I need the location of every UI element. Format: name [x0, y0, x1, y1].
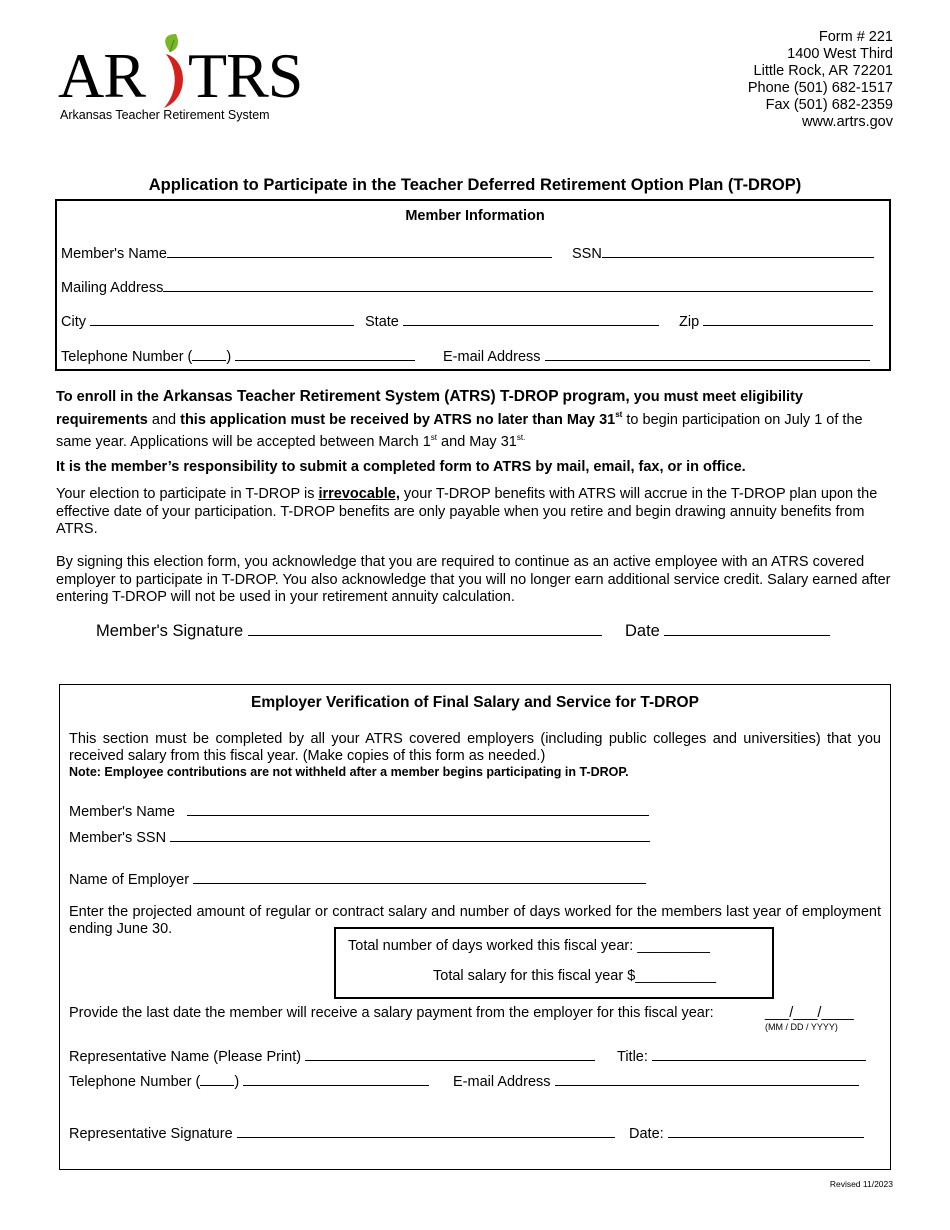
emp-email-field[interactable] — [555, 1071, 859, 1086]
state-field[interactable] — [403, 311, 659, 326]
mailing-label: Mailing Address — [61, 280, 164, 296]
website[interactable]: www.artrs.gov — [801, 114, 893, 130]
phone: Phone (501) 682-1517 — [747, 80, 893, 96]
member-date-row — [625, 621, 830, 641]
phone-field[interactable] — [235, 346, 415, 361]
emp-email-row — [453, 1071, 859, 1090]
election-before: Your election to participate in T-DROP is — [56, 486, 319, 502]
member-date-field[interactable] — [664, 621, 830, 636]
member-name-label: Member's Name — [61, 246, 167, 262]
rep-signature-label: Representative Signature — [69, 1126, 233, 1142]
rep-name-row — [69, 1046, 595, 1065]
logo — [58, 30, 303, 125]
enroll-sup-3: st. — [516, 432, 526, 442]
last-date-field[interactable]: ___/___/____ — [765, 1005, 854, 1021]
enroll-sup-1: st — [615, 410, 623, 420]
election-after: your T-DROP benefits with ATRS will accrue in the T-DROP plan upon the effective date of your participation. T-DROP benefits are only payable when you retire and begin drawing annuity benefits from ATRS. — [56, 486, 878, 537]
salary-label[interactable]: Total salary for this fiscal year $__________ — [433, 968, 716, 984]
ssn-row — [572, 243, 874, 262]
zip-field[interactable] — [703, 311, 873, 326]
phone-label: Telephone Number ( — [61, 349, 193, 365]
member-signature-row — [96, 621, 602, 641]
mailing-field[interactable] — [163, 277, 873, 292]
zip-label: Zip — [679, 314, 700, 330]
city-field[interactable] — [90, 311, 354, 326]
ssn-label: SSN — [572, 246, 602, 262]
logo-subtitle: Arkansas Teacher Retirement System — [60, 108, 270, 122]
emp-member-name-field[interactable] — [187, 801, 649, 816]
days-worked-label[interactable]: Total number of days worked this fiscal year: _________ — [348, 938, 710, 954]
last-date-label: Provide the last date the member will receive a salary payment from the employer for this fiscal year: — [69, 1005, 714, 1021]
rep-signature-row — [69, 1123, 615, 1142]
enroll-text-3: you must meet eligibility requirements — [56, 389, 803, 428]
emp-phone-label: Telephone Number ( — [69, 1074, 201, 1090]
revised-note: Revised 11/2023 — [829, 1179, 893, 1189]
election-paragraph — [56, 486, 896, 539]
email-label: E-mail Address — [443, 349, 541, 365]
fax: Fax (501) 682-2359 — [765, 97, 893, 113]
street: 1400 West Third — [787, 46, 893, 62]
emp-email-label: E-mail Address — [453, 1074, 551, 1090]
rep-title-label: Title: — [617, 1049, 648, 1065]
employer-note: Note: Employee contributions are not withheld after a member begins participating in T-DROP. — [69, 765, 629, 779]
enroll-text-2: Arkansas Teacher Retirement System (ATRS) T-DROP program, — [162, 388, 630, 405]
state-row — [365, 311, 659, 330]
form-number: Form # 221 — [818, 29, 893, 45]
emp-phone-row — [69, 1071, 429, 1090]
phone-close: ) — [226, 349, 232, 365]
enroll-text-6: to begin participation on July 1 of the same year. Applications will be accepted between March 1 — [56, 411, 863, 450]
enroll-sup-2: st — [430, 432, 438, 442]
rep-title-field[interactable] — [652, 1046, 866, 1061]
rep-date-field[interactable] — [668, 1123, 864, 1138]
email-field[interactable] — [545, 346, 870, 361]
emp-employer-name-field[interactable] — [193, 869, 646, 884]
emp-member-ssn-label: Member's SSN — [69, 830, 167, 846]
logo-text-trs: TRS — [188, 40, 303, 111]
rep-title-row — [617, 1046, 866, 1065]
rep-name-field[interactable] — [305, 1046, 595, 1061]
phone-row — [61, 346, 415, 365]
emp-phone-field[interactable] — [243, 1071, 429, 1086]
member-name-field[interactable] — [167, 243, 552, 258]
election-irrevocable: irrevocable, — [318, 486, 400, 502]
date-format-hint: (MM / DD / YYYY) — [765, 1022, 838, 1032]
member-info-heading: Member Information — [405, 208, 545, 224]
emp-member-name-row — [69, 801, 649, 820]
emp-member-ssn-row — [69, 827, 650, 846]
acknowledge-paragraph: By signing this election form, you acknowledge that you are required to continue as an active employee with an ATRS covered employer to participate in T-DROP. You also acknowledge that you will no longer earn additional service credit. Salary earned after entering T-DROP will not be used in your retirement annuity calculation. — [56, 554, 891, 605]
emp-member-name-label: Member's Name — [69, 804, 175, 820]
city-label: City — [61, 314, 86, 330]
enroll-text-1: To enroll in the — [56, 389, 163, 405]
rep-name-label: Representative Name (Please Print) — [69, 1049, 302, 1065]
enroll-paragraph — [56, 388, 896, 451]
projected-text: Enter the projected amount of regular or contract salary and number of days worked for the members last year of employment ending June 30. — [69, 904, 881, 937]
zip-row — [679, 311, 873, 330]
member-date-label: Date — [625, 622, 660, 640]
emp-phone-close: ) — [234, 1074, 240, 1090]
employer-intro: This section must be completed by all your ATRS covered employers (including public colleges and universities) that you received salary from this fiscal year. (Make copies of this form as needed.) — [69, 731, 881, 764]
area-code-field[interactable] — [192, 346, 226, 361]
logo-text-ar: AR — [58, 40, 145, 111]
rep-signature-field[interactable] — [237, 1123, 615, 1138]
emp-area-code-field[interactable] — [200, 1071, 234, 1086]
emp-member-ssn-field[interactable] — [170, 827, 650, 842]
member-signature-label: Member's Signature — [96, 622, 244, 640]
enroll-text-5: this application must be received by ATRS no later than May 31 — [180, 411, 616, 428]
email-row — [443, 346, 870, 365]
state-label: State — [365, 314, 399, 330]
enroll-text-4: and — [147, 411, 181, 428]
enroll-text-7: and May 31 — [437, 433, 517, 450]
employer-heading: Employer Verification of Final Salary and Service for T-DROP — [251, 694, 699, 711]
member-signature-field[interactable] — [248, 621, 602, 636]
city: Little Rock, AR 72201 — [753, 63, 893, 79]
page-title: Application to Participate in the Teacher Deferred Retirement Option Plan (T-DROP) — [148, 176, 802, 194]
emp-employer-name-label: Name of Employer — [69, 872, 190, 888]
city-row — [61, 311, 354, 330]
responsibility-text: It is the member’s responsibility to submit a completed form to ATRS by mail, email, fax, or in office. — [56, 459, 746, 475]
emp-employer-name-row — [69, 869, 646, 888]
ssn-field[interactable] — [602, 243, 874, 258]
rep-date-row — [629, 1123, 864, 1142]
mailing-row — [61, 277, 873, 296]
member-name-row — [61, 243, 552, 262]
address-block — [748, 29, 893, 131]
rep-date-label: Date: — [629, 1126, 664, 1142]
